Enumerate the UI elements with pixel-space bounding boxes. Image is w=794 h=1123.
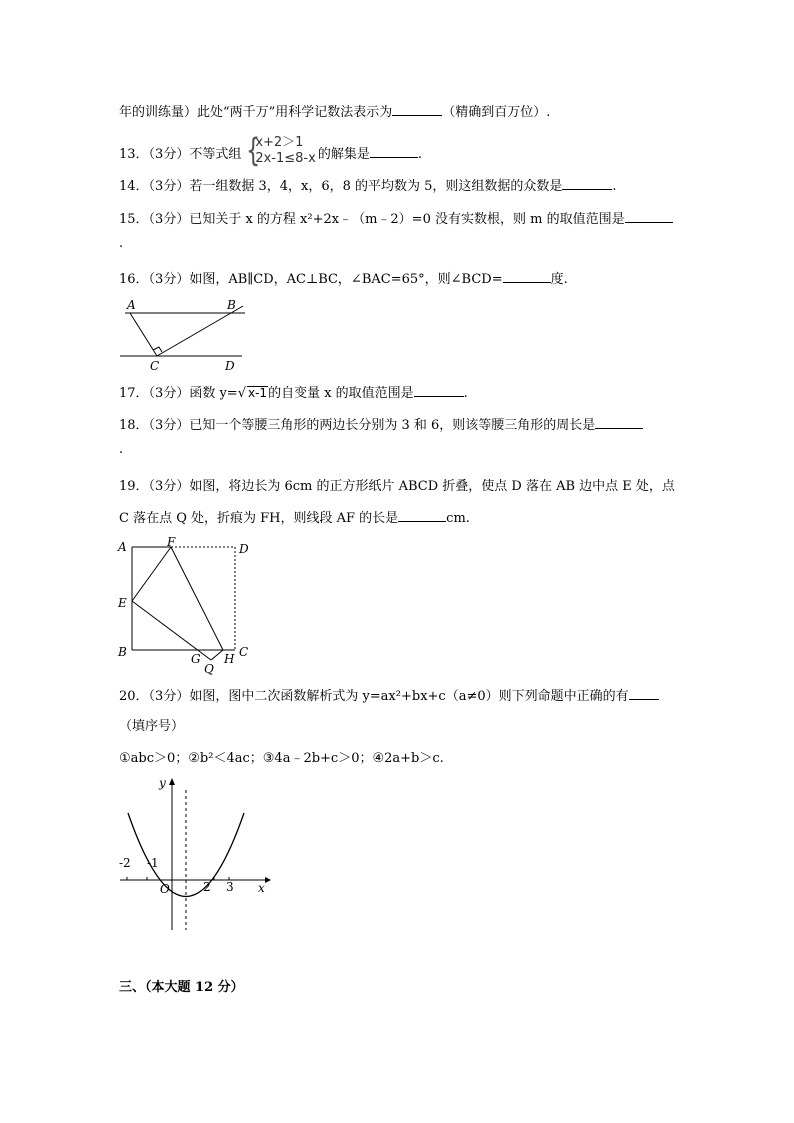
- q15-text: 15．（3分）已知关于 x 的方程 x²+2x﹣（m﹣2）=0 没有实数根，则 m 的取值范围是: [119, 212, 625, 227]
- question-15: [119, 210, 673, 229]
- inequality-row-2: 2x-1≤8-x: [255, 151, 316, 166]
- x-axis-arrow: [265, 877, 271, 883]
- answer-blank[interactable]: [370, 145, 418, 158]
- answer-blank[interactable]: [562, 177, 612, 190]
- intro-line: [119, 103, 550, 122]
- label-f: F: [167, 535, 176, 549]
- q14-text: 14．（3分）若一组数据 3，4，x，6，8 的平均数为 5，则这组数据的众数是: [119, 179, 563, 194]
- segment-qh: [211, 650, 223, 660]
- answer-blank[interactable]: [595, 416, 643, 429]
- label-b: B: [227, 298, 236, 312]
- figure-20-parabola: [115, 775, 275, 935]
- inequality-row-1: x+2＞1: [255, 135, 304, 150]
- brace-icon: {: [246, 131, 261, 169]
- answer-blank[interactable]: [625, 210, 673, 223]
- answer-blank[interactable]: [629, 687, 659, 700]
- q18-cont: .: [119, 442, 124, 457]
- question-17: [119, 384, 468, 403]
- y-axis-label: y: [159, 776, 166, 790]
- intro-text: 年的训练量）此处“两千万”用科学记数法表示为: [119, 105, 393, 120]
- label-q: Q: [204, 662, 214, 676]
- q13-prefix: 13．（3分）不等式组: [119, 147, 242, 162]
- origin-label: O: [160, 882, 170, 896]
- label-e: E: [118, 596, 127, 610]
- q13-end: .: [417, 147, 422, 162]
- answer-blank[interactable]: [503, 270, 551, 283]
- label-g: G: [191, 652, 201, 666]
- answer-blank[interactable]: [392, 103, 442, 116]
- section-3-heading: 三、（本大题 12 分）: [119, 980, 244, 995]
- intro-after: （精确到百万位）.: [442, 105, 551, 120]
- label-a: A: [127, 298, 136, 312]
- q14-end: .: [612, 179, 617, 194]
- q16-text: 16．（3分）如图，AB∥CD，AC⊥BC，∠BAC=65°，则∠BCD=: [119, 272, 503, 287]
- q13-suffix: 的解集是: [317, 147, 370, 162]
- q17-prefix: 17．（3分）函数 y=: [119, 386, 238, 401]
- tick-label-neg1: -1: [147, 856, 159, 870]
- question-19-line-1: 19．（3分）如图，将边长为 6cm 的正方形纸片 ABCD 折叠，使点 D 落在 AB 边中点 E 处，点: [119, 479, 675, 494]
- question-14: [119, 177, 617, 196]
- label-c: C: [150, 359, 160, 373]
- label-h: H: [224, 652, 235, 666]
- q15-cont: .: [119, 236, 124, 251]
- label-d: D: [225, 359, 235, 373]
- label-c: C: [239, 645, 249, 659]
- question-20-options: ①abc＞0；②b²＜4ac；③4a﹣2b+c＞0；④2a+b＞c.: [119, 751, 444, 766]
- answer-blank[interactable]: [398, 509, 446, 522]
- q19-text: C 落在点 Q 处，折痕为 FH，则线段 AF 的长是: [119, 511, 399, 526]
- label-b: B: [118, 645, 127, 659]
- radicand: x-1: [247, 386, 268, 400]
- question-18: [119, 416, 643, 435]
- question-20-line-1: [119, 687, 659, 706]
- figure-16: [115, 298, 255, 378]
- tick-label-2: 2: [203, 880, 211, 894]
- x-axis-label: x: [258, 881, 265, 895]
- segment-ef: [132, 547, 171, 601]
- inequality-system: [243, 131, 316, 174]
- question-20-line-2: （填序号）: [119, 719, 185, 734]
- tick-label-3: 3: [226, 880, 234, 894]
- q19-end: cm.: [446, 511, 470, 526]
- q17-suffix: 的自变量 x 的取值范围是: [268, 386, 414, 401]
- sqrt-icon: √: [237, 386, 246, 401]
- q20-text: 20．（3分）如图，图中二次函数解析式为 y=ax²+bx+c（a≠0）则下列命题中正确的有: [119, 689, 629, 704]
- label-d: D: [239, 542, 249, 556]
- q16-end: 度.: [550, 272, 568, 287]
- question-13: [119, 131, 422, 174]
- label-a: A: [118, 540, 127, 554]
- answer-blank[interactable]: [414, 384, 464, 397]
- question-19-line-2: [119, 509, 470, 528]
- q18-text: 18．（3分）已知一个等腰三角形的两边长分别为 3 和 6，则该等腰三角形的周长是: [119, 418, 596, 433]
- tick-label-neg2: -2: [119, 856, 131, 870]
- q17-end: .: [463, 386, 468, 401]
- question-16: [119, 270, 568, 289]
- figure-19: [115, 535, 255, 675]
- y-axis-arrow: [169, 778, 175, 785]
- crease-fh: [171, 547, 223, 650]
